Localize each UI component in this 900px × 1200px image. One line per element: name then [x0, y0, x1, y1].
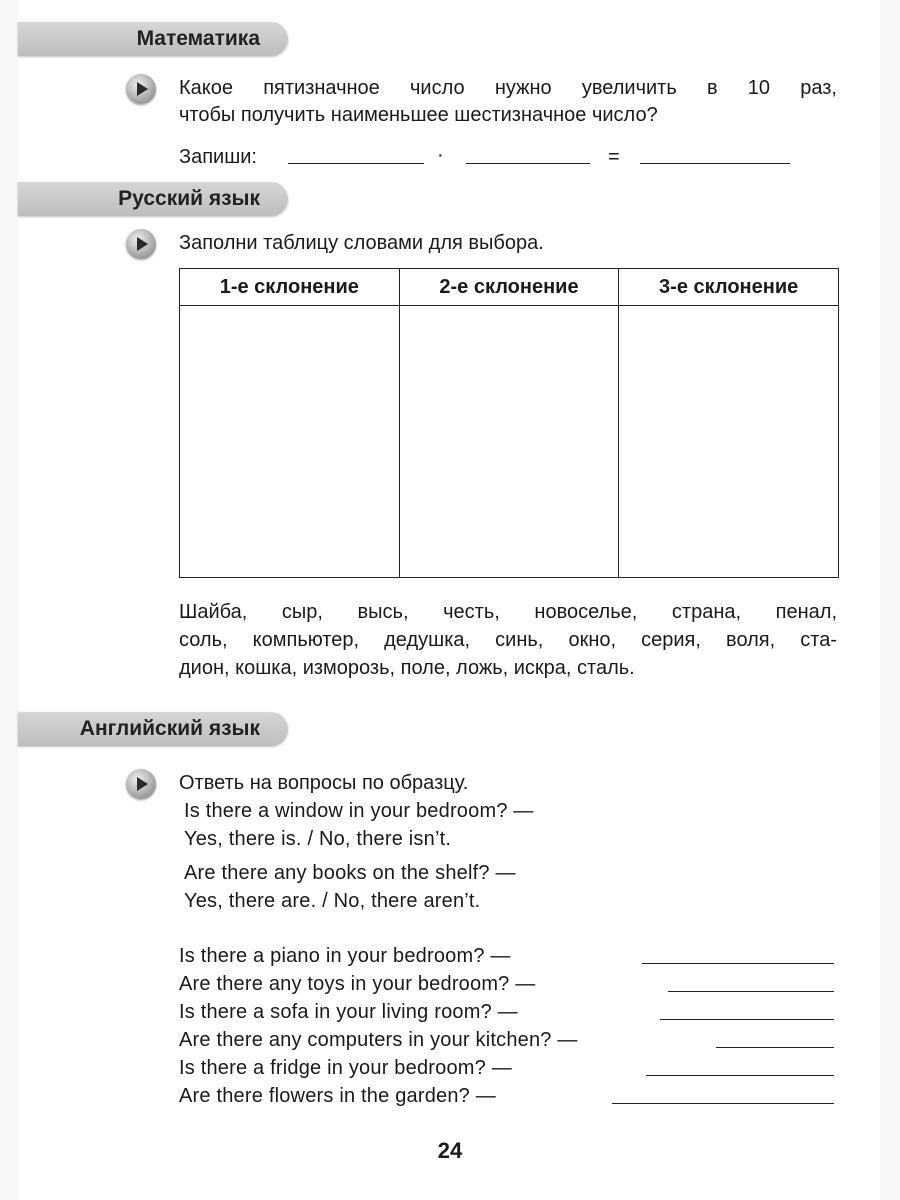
math-write-label: Запиши:: [179, 146, 257, 168]
question-5: Is there a fridge in your bedroom? —: [179, 1057, 512, 1079]
answer-blank-1[interactable]: [288, 163, 424, 164]
question-1: Is there a piano in your bedroom? —: [179, 945, 511, 967]
question-4: Are there any computers in your kitchen? —: [179, 1029, 578, 1051]
russian-section-header: [18, 182, 288, 216]
example-answer-1: Yes, there is. / No, there isn’t.: [184, 828, 452, 850]
equals-sign: =: [608, 146, 620, 168]
question-2: Are there any toys in your bedroom? —: [179, 973, 536, 995]
table-header-3: 3-е склонение: [619, 269, 839, 306]
play-arrow-icon: [126, 74, 156, 104]
answer-line-4[interactable]: [716, 1047, 834, 1048]
words-line-2: соль, компьютер, дедушка, синь, окно, серия, воля, ста-: [179, 629, 837, 651]
example-question-2: Are there any books on the shelf? —: [184, 862, 516, 884]
math-section-title: Математика: [136, 27, 260, 50]
example-answer-2: Yes, there are. / No, there aren’t.: [184, 890, 481, 912]
table-cell-3[interactable]: [619, 306, 839, 578]
declension-table: [179, 268, 839, 578]
english-section-header: [18, 712, 288, 746]
play-arrow-icon: [126, 769, 156, 799]
russian-section-title: Русский язык: [118, 187, 260, 210]
example-question-1: Is there a window in your bedroom? —: [184, 800, 534, 822]
answer-line-1[interactable]: [642, 963, 834, 964]
words-line-1: Шайба, сыр, высь, честь, новоселье, страна, пенал,: [179, 601, 837, 623]
answer-line-6[interactable]: [612, 1103, 834, 1104]
english-task: Ответь на вопросы по образцу.: [179, 772, 469, 794]
answer-blank-2[interactable]: [466, 163, 590, 164]
table-header-1: 1-е склонение: [180, 269, 400, 306]
table-header-2: 2-е склонение: [399, 269, 619, 306]
words-line-3: дион, кошка, изморозь, поле, ложь, искра, сталь.: [179, 657, 635, 679]
math-task-line-2: чтобы получить наименьшее шестизначное число?: [179, 104, 658, 126]
answer-line-5[interactable]: [646, 1075, 834, 1076]
play-arrow-icon: [126, 229, 156, 259]
question-6: Are there flowers in the garden? —: [179, 1085, 496, 1107]
answer-blank-3[interactable]: [640, 163, 790, 164]
english-section-title: Английский язык: [79, 717, 260, 740]
table-cell-2[interactable]: [399, 306, 619, 578]
answer-line-3[interactable]: [660, 1019, 834, 1020]
answer-line-2[interactable]: [668, 991, 834, 992]
math-task-line-1: Какое пятизначное число нужно увеличить в 10 раз,: [179, 77, 837, 99]
question-3: Is there a sofa in your living room? —: [179, 1001, 518, 1023]
math-section-header: [18, 22, 288, 56]
page-number: 24: [437, 1138, 463, 1163]
russian-task: Заполни таблицу словами для выбора.: [179, 232, 544, 254]
multiply-dot: ·: [437, 144, 444, 166]
table-cell-1[interactable]: [180, 306, 400, 578]
